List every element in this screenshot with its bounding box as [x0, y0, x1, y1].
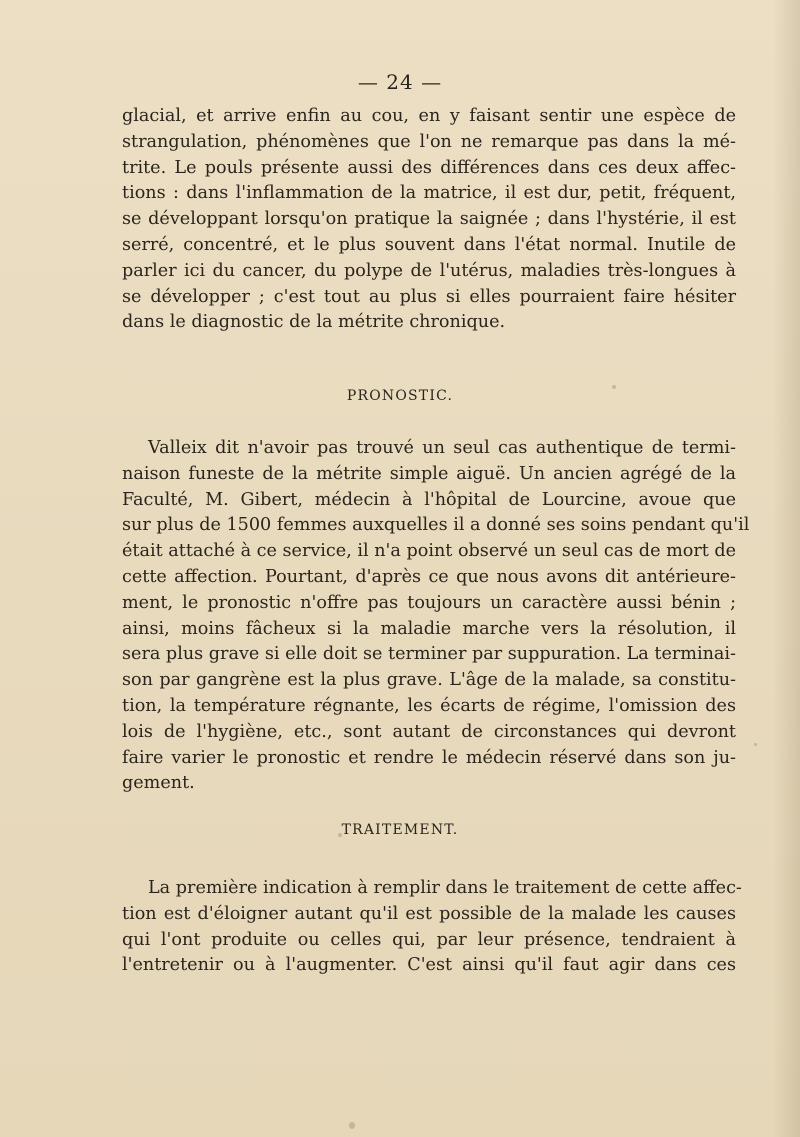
text-line: ment, le pronostic n'offre pas toujours un caractère aussi bénin ;	[122, 592, 736, 613]
paper-speck	[338, 833, 342, 837]
text-line: était attaché à ce service, il n'a point observé un seul cas de mort de	[122, 541, 737, 562]
text-line: strangulation, phénomènes que l'on ne remarque pas dans la mé-	[122, 131, 736, 152]
text-line: lois de l'hygiène, etc., sont autant de circonstances qui devront	[122, 721, 736, 742]
text-line: glacial, et arrive enfin au cou, en y faisant sentir une espèce de	[122, 106, 736, 126]
paragraph-1	[122, 104, 736, 336]
text-line: naison funeste de la métrite simple aiguë. Un ancien agrégé de la	[122, 463, 736, 484]
text-line: sera plus grave si elle doit se terminer par suppuration. La terminai-	[122, 644, 736, 665]
page-number: — 24 —	[357, 70, 443, 94]
text-line: se développant lorsqu'on pratique la saignée ; dans l'hystérie, il est	[122, 209, 736, 230]
paragraph-2	[122, 436, 750, 797]
text-line: tion est d'éloigner autant qu'il est possible de la malade les causes	[122, 903, 736, 924]
text-line: La première indication à remplir dans le traitement de cette affec-	[148, 878, 742, 898]
text-line: serré, concentré, et le plus souvent dans l'état normal. Inutile de	[122, 234, 736, 255]
text-line: trite. Le pouls présente aussi des différences dans ces deux affec-	[122, 157, 736, 178]
text-line: faire varier le pronostic et rendre le médecin réservé dans son ju-	[122, 747, 736, 768]
text-line: sur plus de 1500 femmes auxquelles il a donné ses soins pendant qu'il	[122, 515, 750, 536]
text-line: ainsi, moins fâcheux si la maladie marche vers la résolution, il	[122, 618, 736, 639]
paper-speck	[754, 743, 757, 746]
text-line: gement.	[122, 773, 195, 794]
text-line: dans le diagnostic de la métrite chronique.	[122, 312, 506, 333]
paragraph-3	[122, 876, 742, 979]
text-line: tion, la température régnante, les écarts de régime, l'omission des	[122, 695, 736, 716]
text-line: qui l'ont produite ou celles qui, par leur présence, tendraient à	[122, 929, 736, 950]
text-line: l'entretenir ou à l'augmenter. C'est ainsi qu'il faut agir dans ces	[122, 955, 736, 976]
section-heading-pronostic: PRONOSTIC.	[346, 388, 454, 404]
text-line: cette affection. Pourtant, d'après ce que nous avons dit antérieure-	[122, 566, 736, 587]
section-heading-traitement: TRAITEMENT.	[341, 822, 459, 838]
text-line: Faculté, M. Gibert, médecin à l'hôpital de Lourcine, avoue que	[122, 489, 736, 510]
text-line: son par gangrène est la plus grave. L'âge de la malade, sa constitu-	[122, 670, 736, 691]
text-line: se développer ; c'est tout au plus si elles pourraient faire hésiter	[122, 286, 736, 307]
page-edge-shadow	[772, 0, 800, 1137]
text-line: Valleix dit n'avoir pas trouvé un seul cas authentique de termi-	[148, 438, 736, 458]
text-line: parler ici du cancer, du polype de l'utérus, maladies très-longues à	[122, 260, 736, 281]
paper-speck	[612, 385, 616, 389]
paper-speck	[349, 1122, 355, 1129]
text-line: tions : dans l'inflammation de la matrice, il est dur, petit, fréquent,	[122, 183, 736, 204]
